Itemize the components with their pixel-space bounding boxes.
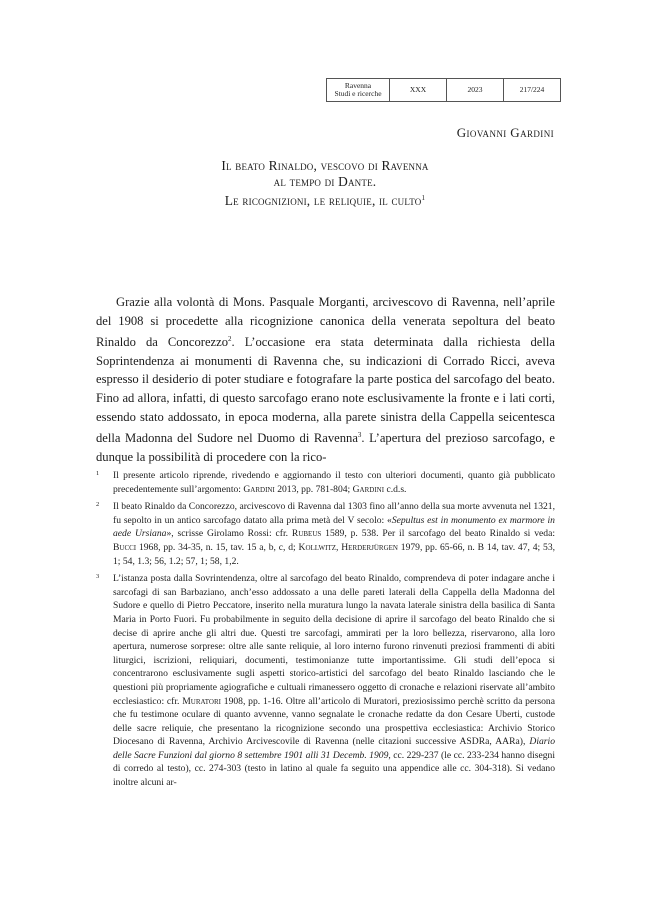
footnote-2 <box>96 500 555 568</box>
citation-author: Muratori <box>182 695 221 707</box>
paragraph-text: . L’apertura del prezioso sarcofago, e dunque la possibilità di procedere con la rico- <box>96 431 555 464</box>
article-title <box>90 158 560 209</box>
article-author: Giovanni Gardini <box>456 125 554 140</box>
footnote-1 <box>96 469 555 496</box>
title-footnote-marker: 1 <box>421 194 426 202</box>
footnote-3 <box>96 572 555 790</box>
footnote-text: , cc. 229-237 (le cc. 233-234 hanno disegni di corredo al testo), cc. 274-303 (testo in latino al quale fa seguito una appendice alle cc. 304-318). Si vedano inoltre alcuni ar- <box>113 749 555 789</box>
title-line-1: Il beato Rinaldo, vescovo di Ravenna <box>221 158 429 173</box>
footnote-text: 2013, pp. 781-804; <box>274 483 353 495</box>
journal-name <box>327 79 389 101</box>
citation-author: Gardini <box>352 483 385 495</box>
archival-source-title: Diario delle Sacre Funzioni dal giorno 8 settembre 1901 alli 31 Decemb. 1909 <box>113 736 555 761</box>
footnotes <box>96 469 555 794</box>
footnote-text: 1979, pp. 65-66, n. B 14, tav. 47, 4; 53, 1; 54, 1.3; 56, 1.2; 57, 1; 58, 1,2. <box>113 541 556 567</box>
footnote-text: 1589, p. 538. Per il sarcofago del beato Rinaldo si veda: <box>321 528 555 540</box>
footnote-marker: 3 <box>357 431 362 440</box>
footnote-quote: Sepultus est in monumento ex marmore in aede Ursiana <box>113 514 555 540</box>
journal-volume: XXX <box>389 79 446 101</box>
journal-pages: 217/224 <box>503 79 560 101</box>
footnote-text: L’istanza posta dalla Sovrintendenza, oltre al sarcofago del beato Rinaldo, comprendeva di poter indagare anche i sarcofagi di san Barbaziano, anch’esso addossato a una delle pareti laterali della Cappella della Madonna del Sudore e quello di Pietro Peccatore, inserito nella muratura lungo la navata laterale sinistra della basilica di Santa Maria in Porto Fuori. Fu probabilmente in seguito della decisione di aprire il sarcofago del beato Rinaldo che si decise di aprire anche gli altri due. Questi tre sarcofagi, ammirati per la loro bellezza, riservarono, alla loro apertura, numerose sorprese: oltre alle sante reliquie, al loro interno furono rinvenuti preziosi frammenti di abiti liturgici, iscrizioni, reliquiari, documenti, testimonianze tutte importantissime. Gli studi dell’epoca si concentrarono esclusivamente sugli aspetti storico-artistici del sarcofago del beato Rinaldo lasciando che le questioni più propriamente agiografiche e cultuali rimanessero oggetto di cronache e relazioni riservate all’ambito ecclesiastico: cfr. <box>113 573 555 707</box>
footnote-marker: 2 <box>228 335 232 344</box>
title-line-2: al tempo di Dante. <box>273 174 377 189</box>
footnote-text: Il presente articolo riprende, rivedendo e aggiornando il testo con ulteriori documenti, quanto già pubblicato precedentemente sull’argomento: <box>113 470 555 495</box>
paragraph-text: . L’occasione era stata determinata dalla richiesta della Soprintendenza ai monumenti di Ravenna che, su indicazioni di Corrado Ricci, aveva espresso il desiderio di poter studiare e fotografare la parte postica del sarcofago del beato. Fino ad allora, infatti, di questo sarcofago erano note esclusivamente la fronte e i lati corti, essendo stato addossato, in epoca moderna, alla parete sinistra della Cappella seicentesca della Madonna del Sudore nel Duomo di Ravenna <box>96 335 555 446</box>
journal-year: 2023 <box>446 79 503 101</box>
journal-name-line2: Studi e ricerche <box>334 89 382 98</box>
paragraph-1 <box>96 293 555 466</box>
footnote-text: Il beato Rinaldo da Concorezzo, arcivescovo di Ravenna dal 1303 fino all’anno della sua morte avvenuta nel 1321, fu sepolto in un antico sarcofago datato alla prima metà del V secolo: « <box>113 501 555 526</box>
citation-author: Bucci <box>113 541 137 553</box>
footnote-number: 1 <box>96 470 100 477</box>
title-line-3-text: Le ricognizioni, le reliquie, il culto <box>224 193 422 208</box>
footnote-text: », scrisse Girolamo Rossi: cfr. <box>166 528 292 540</box>
citation-author: Rubeus <box>291 528 322 540</box>
title-line-3 <box>90 190 560 209</box>
footnote-text: 1968, pp. 34-35, n. 15, tav. 15 a, b, c, d; <box>136 541 299 553</box>
footnote-text: 1908, pp. 1-16. Oltre all’articolo di Muratori, preziosissimo perchè scritto da persona che fu testimone oculare di quanto avvenne, vanno segnalate le cronache redatte da don Cesare Uberti, custode delle sacre reliquie, che presentano la ricognizione secondo una prospettiva ecclesiastica: Archivio Storico Diocesano di Ravenna, Archivio Arcivescovile di Ravenna (nelle citazioni successive ASDRa, AARa), <box>113 695 555 748</box>
footnote-number: 3 <box>96 573 100 581</box>
journal-name-line1: Ravenna <box>344 81 372 90</box>
journal-info-box <box>326 78 561 102</box>
citation-author: Kollwitz, Herderjürgen <box>298 541 398 553</box>
footnote-number: 2 <box>96 501 100 509</box>
footnote-text: c.d.s. <box>384 483 407 495</box>
body-text <box>96 293 555 466</box>
paragraph-text: Grazie alla volontà di Mons. Pasquale Morganti, arcivescovo di Ravenna, nell’aprile del 1908 si procedette alla ricognizione canonica della venerata sepoltura del beato Rinaldo da Concorezzo <box>96 295 555 350</box>
citation-author: Gardini <box>243 483 275 495</box>
